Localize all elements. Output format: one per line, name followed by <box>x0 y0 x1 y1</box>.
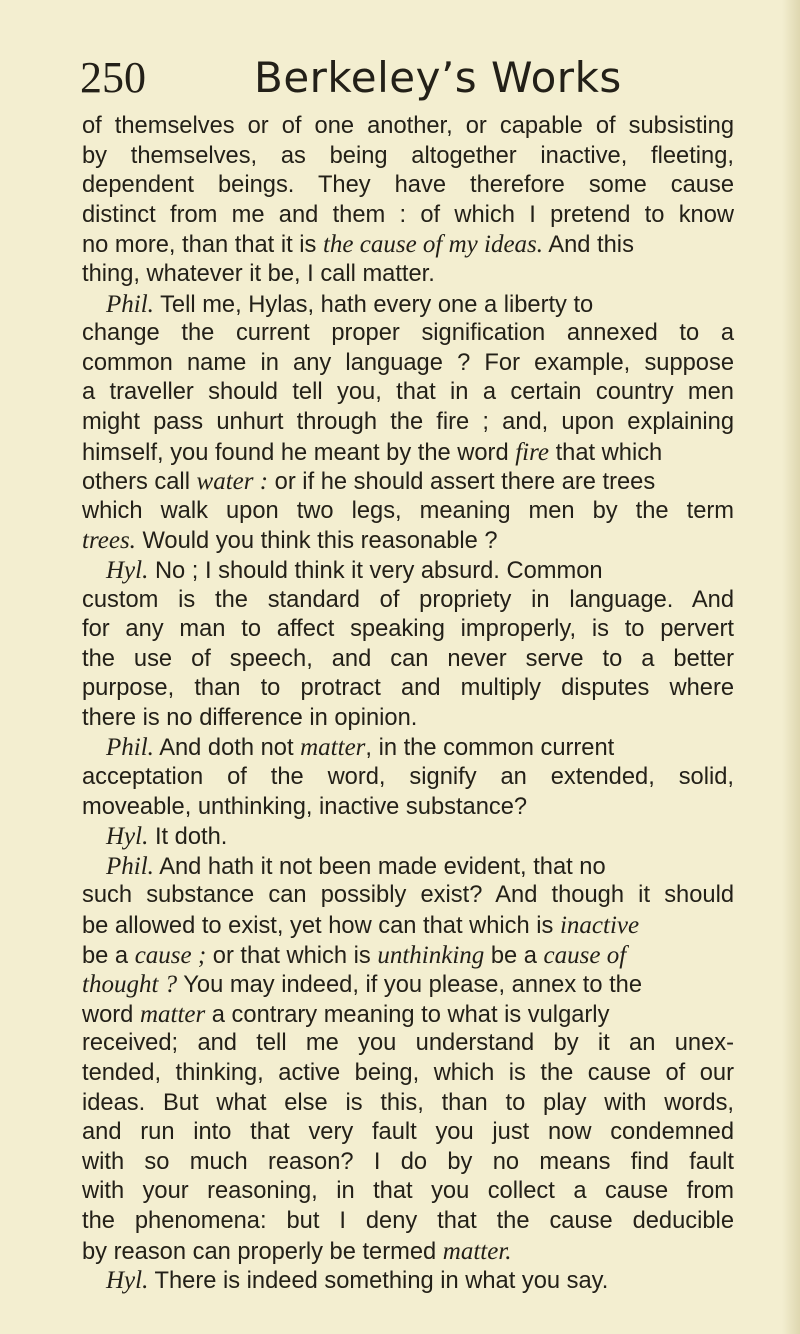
text-line: of themselves or of one another, or capable of subsisting <box>82 113 734 139</box>
italic-phrase: matter <box>139 1000 206 1028</box>
body-text <box>82 112 734 1296</box>
text-line: thing, whatever it be, I call matter. <box>82 260 435 287</box>
text-line: there is no difference in opinion. <box>82 704 418 731</box>
italic-phrase: unthinking <box>377 941 485 969</box>
speaker-name: Hyl. <box>106 823 149 851</box>
text-line: with your reasoning, in that you collect a cause from <box>82 1178 734 1205</box>
page-header <box>80 48 740 108</box>
text-line: purpose, than to protract and multiply disputes where <box>82 675 734 702</box>
italic-phrase: fire <box>515 438 549 466</box>
text-line: the use of speech, and can never serve to a better <box>82 645 734 672</box>
running-head: Berkeley’s Works <box>254 53 622 102</box>
text-line: such substance can possibly exist? And though it should <box>82 882 734 909</box>
italic-phrase: thought ? <box>82 971 178 999</box>
page-edge-shadow <box>782 0 800 1334</box>
text-line: himself, you found he meant by the word fire that which <box>82 438 663 466</box>
text-line: be a cause ; or that which is unthinking be a cause of <box>82 941 627 969</box>
text-line: moveable, unthinking, inactive substance? <box>82 793 528 820</box>
text-line: by themselves, as being altogether inactive, fleeting, <box>82 142 734 169</box>
text-line: with so much reason? I do by no means find fault <box>82 1148 734 1175</box>
speaker-name: Hyl. <box>106 1267 149 1295</box>
speaker-line: Hyl. It doth. <box>106 823 228 851</box>
text-line: distinct from me and them : of which I pretend to know <box>82 201 734 228</box>
speaker-line: Phil. And doth not matter, in the common current <box>106 734 615 762</box>
italic-phrase: trees. <box>82 527 136 555</box>
italic-phrase: matter <box>300 734 366 762</box>
text-line: change the current proper signification annexed to a <box>82 320 734 347</box>
text-line: acceptation of the word, signify an extended, solid, <box>82 764 734 791</box>
italic-phrase: matter. <box>442 1237 512 1265</box>
speaker-line: Phil. And hath it not been made evident, that no <box>106 852 606 880</box>
speaker-name: Phil. <box>106 734 154 762</box>
text-line: custom is the standard of propriety in language. And <box>82 586 734 613</box>
text-line: the phenomena: but I deny that the cause deducible <box>82 1207 734 1234</box>
text-line: dependent beings. They have therefore some cause <box>82 172 734 199</box>
speaker-line: Hyl. There is indeed something in what you say. <box>106 1267 609 1295</box>
text-line: by reason can properly be termed matter. <box>82 1237 512 1265</box>
text-line: a traveller should tell you, that in a certain country men <box>82 379 734 406</box>
text-line: received; and tell me you understand by it an unex- <box>82 1030 734 1057</box>
italic-phrase: water : <box>196 468 269 496</box>
text-line: no more, than that it is the cause of my ideas. And this <box>82 231 634 259</box>
italic-phrase: the cause of my ideas. <box>322 231 544 259</box>
text-line: for any man to affect speaking improperly, is to pervert <box>82 616 734 643</box>
speaker-name: Phil. <box>106 852 154 880</box>
speaker-line: Hyl. No ; I should think it very absurd. Common <box>106 556 603 584</box>
text-line: thought ? You may indeed, if you please, annex to the <box>82 971 643 999</box>
speaker-name: Hyl. <box>106 556 149 584</box>
speaker-line: Phil. Tell me, Hylas, hath every one a liberty to <box>106 290 594 318</box>
text-line: trees. Would you think this reasonable ? <box>82 527 498 555</box>
text-line: common name in any language ? For example, suppose <box>82 349 734 376</box>
text-line: might pass unhurt through the fire ; and, upon explaining <box>82 408 734 435</box>
text-line: others call water : or if he should assert there are trees <box>82 468 656 496</box>
text-line: word matter a contrary meaning to what is vulgarly <box>82 1000 610 1028</box>
text-line: tended, thinking, active being, which is the cause of our <box>82 1060 734 1086</box>
text-line: which walk upon two legs, meaning men by the term <box>82 497 734 524</box>
text-line: and run into that very fault you just now condemned <box>82 1119 734 1146</box>
speaker-name: Phil. <box>106 290 154 318</box>
italic-phrase: cause ; <box>134 941 207 969</box>
text-line: ideas. But what else is this, than to play with words, <box>82 1089 734 1116</box>
text-line: be allowed to exist, yet how can that which is inactive <box>82 912 640 940</box>
italic-phrase: inactive <box>559 912 640 940</box>
page-number: 250 <box>80 53 146 102</box>
italic-phrase: cause of <box>543 941 627 969</box>
